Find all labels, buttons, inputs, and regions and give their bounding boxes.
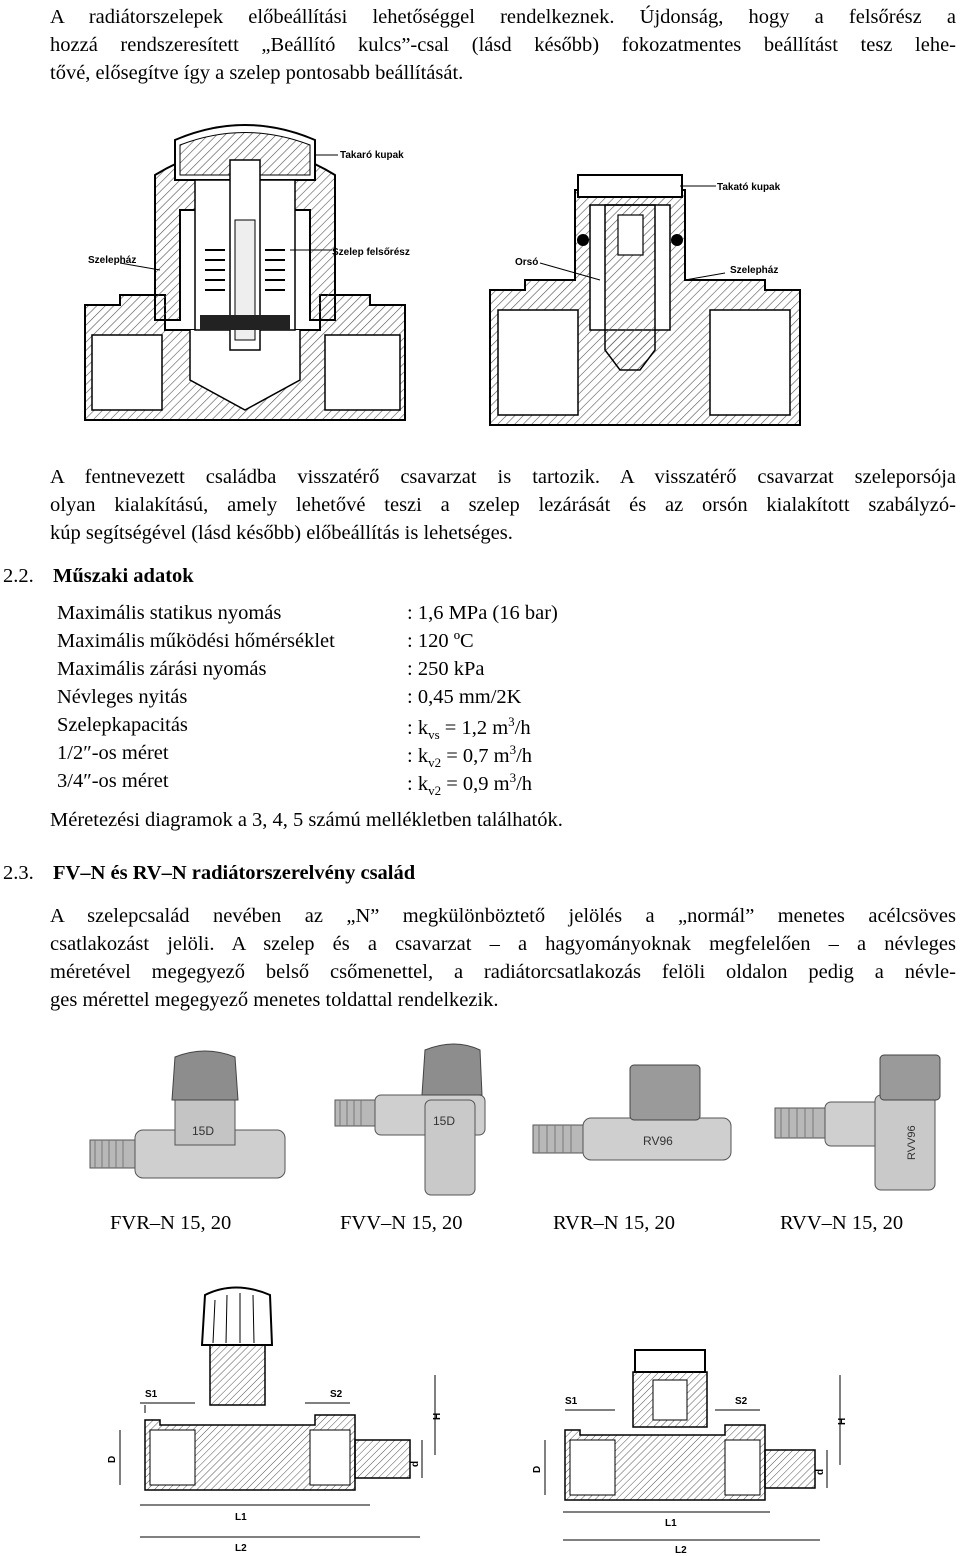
spec-key: Maximális statikus nyomás	[57, 602, 282, 624]
product-fvr-image	[80, 1045, 300, 1195]
product-marking: RVV96	[906, 1125, 918, 1160]
product-marking: 15D	[192, 1124, 215, 1138]
caption-rvv: RVV–N 15, 20	[780, 1212, 904, 1234]
label-top: Szelep felsőrész	[332, 247, 410, 258]
spec-value: : $k_{v2} = 0,7$ $m^3/h$	[407, 742, 533, 770]
section-22-heading	[3, 565, 194, 588]
product-marking: 15D	[433, 1114, 456, 1128]
dim-l1-return: L1	[665, 1518, 677, 1529]
return-valve-cross-section-figure	[480, 170, 810, 435]
intro-line-1: A radiátorszelepek előbeállítási lehetőséggel rendelkeznek. Újdonság, hogy a felsőrész a	[50, 6, 956, 28]
dim-d-inner: d	[410, 1460, 421, 1467]
spec-key: Névleges nyitás	[57, 686, 188, 708]
product-rvr-image	[525, 1050, 740, 1190]
dim-s1-return: S1	[565, 1396, 578, 1407]
spec-value: : 120 ºC	[407, 630, 474, 652]
spec-value: : 0,45 mm/2K	[407, 686, 522, 708]
dim-h-return: H	[837, 1417, 848, 1425]
spec-key: 1/2″-os méret	[57, 742, 169, 764]
dim-h: H	[432, 1412, 443, 1420]
label-spindle: Orsó	[515, 257, 539, 268]
dim-s2: S2	[330, 1389, 343, 1400]
dim-d-inner-return: d	[815, 1468, 826, 1475]
return-paragraph	[50, 463, 956, 547]
return-line-2: olyan kialakítású, amely lehetővé teszi a szelep lezárását és az orsón kialakított szabályzó-	[50, 494, 956, 516]
family-line-1: A szelepcsalád nevében az „N” megkülönböztető jelölés a „normál” menetes acélcsöves	[50, 905, 956, 927]
dim-d-outer: D	[107, 1455, 118, 1463]
spec-value: : $k_{v2} = 0,9$ $m^3/h$	[407, 770, 533, 798]
section-23-title: FV–N és RV–N radiátorszerelvény család	[53, 862, 416, 884]
intro-paragraph	[50, 3, 956, 87]
dim-l2-return: L2	[675, 1545, 687, 1556]
label-cap-return: Takató kupak	[717, 182, 781, 193]
spec-key: Maximális zárási nyomás	[57, 658, 267, 680]
diagrams-note: Méretezési diagramok a 3, 4, 5 számú mellékletben találhatók.	[50, 809, 563, 831]
label-body-return: Szelepház	[730, 265, 779, 276]
caption-rvr: RVR–N 15, 20	[553, 1212, 675, 1234]
spec-key: Szelepkapacitás	[57, 714, 188, 736]
family-line-2: csatlakozást jelöli. A szelep és a csavarzat – a hagyományoknak megfelelően – a névleges	[50, 933, 956, 955]
valve-cross-section-figure	[70, 120, 420, 430]
label-cap: Takaró kupak	[340, 150, 404, 161]
spec-key: Maximális működési hőmérséklet	[57, 630, 335, 652]
intro-line-3: tővé, elősegítve így a szelep pontosabb beállítását.	[50, 62, 464, 84]
family-line-3: méretével megegyező belső csőmenettel, a radiátorcsatlakozás felöli oldalon pedig a névle-	[50, 961, 956, 983]
spec-value: : 250 kPa	[407, 658, 485, 680]
family-line-4: ges mérettel megegyező menetes toldattal rendelkezik.	[50, 989, 499, 1011]
product-marking: RV96	[643, 1134, 673, 1148]
section-22-number: 2.2.	[3, 565, 34, 587]
family-paragraph	[50, 902, 956, 1014]
section-23-heading	[3, 862, 415, 885]
dimension-drawing-straight	[100, 1275, 460, 1555]
dim-d-outer-return: D	[532, 1465, 543, 1473]
dim-l2: L2	[235, 1543, 247, 1554]
spec-key: 3/4″-os méret	[57, 770, 169, 792]
label-body: Szelepház	[88, 255, 137, 266]
section-23-number: 2.3.	[3, 862, 34, 884]
return-line-1: A fentnevezett családba visszatérő csavarzat is tartozik. A visszatérő csavarzat szeleporsója	[50, 466, 956, 488]
dim-s2-return: S2	[735, 1396, 748, 1407]
section-22-title: Műszaki adatok	[53, 565, 194, 587]
caption-fvr: FVR–N 15, 20	[110, 1212, 232, 1234]
return-line-3: kúp segítségével (lásd később) előbeállítás is lehetséges.	[50, 522, 513, 544]
intro-line-2: hozzá rendszeresített „Beállító kulcs”-csal (lásd később) fokozatmentes beállítást tesz lehe-	[50, 34, 956, 56]
dimension-drawing-return	[532, 1340, 865, 1556]
spec-value: : $k_{vs} = 1,2$ $m^3/h$	[407, 714, 531, 742]
product-rvv-image	[770, 1050, 950, 1195]
caption-fvv: FVV–N 15, 20	[340, 1212, 463, 1234]
dim-s1: S1	[145, 1389, 158, 1400]
product-fvv-image	[330, 1040, 510, 1205]
dim-l1: L1	[235, 1512, 247, 1523]
spec-value: : 1,6 MPa (16 bar)	[407, 602, 558, 624]
